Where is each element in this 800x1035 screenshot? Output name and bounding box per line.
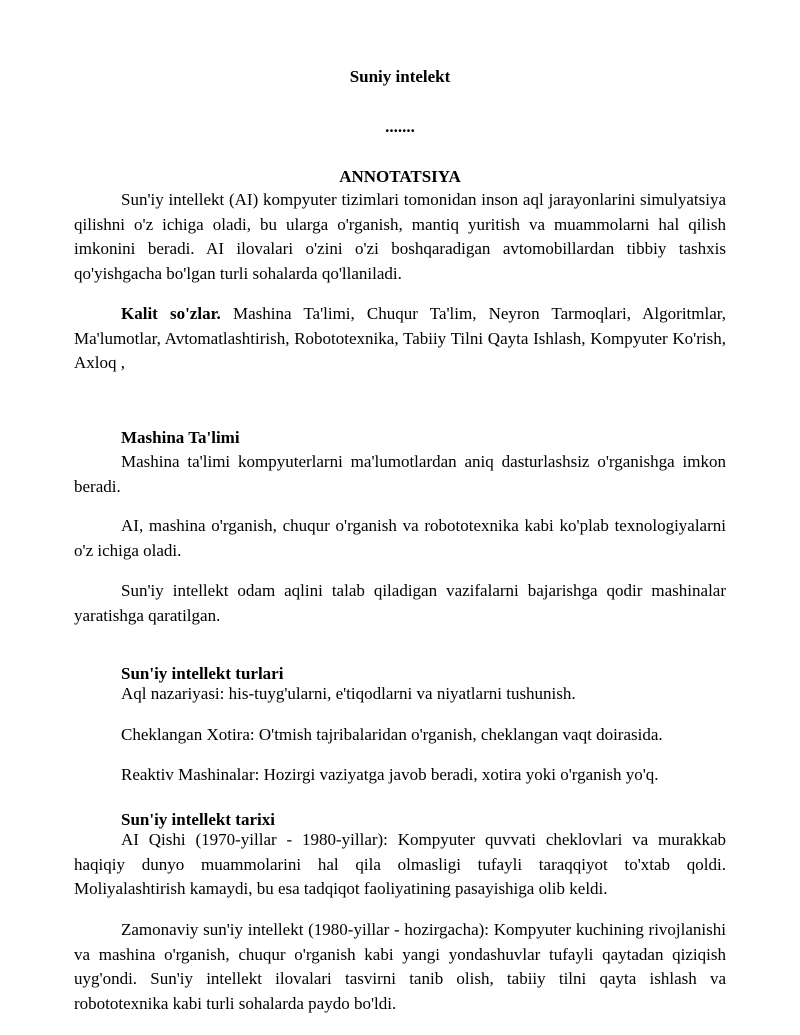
keywords-label: Kalit so'zlar. xyxy=(121,304,221,323)
ai-type-item-3: Reaktiv Mashinalar: Hozirgi vaziyatga javob beradi, xotira yoki o'rganish yo'q. xyxy=(121,765,659,784)
keywords-text: Mashina Ta'limi, Chuqur Ta'lim, Neyron Tarmoqlari, Algoritmlar, Ma'lumotlar, Avtomatlashtirish, Robototexnika, Tabiiy Tilni Qayta Ishlash, Kompyuter Ko'rish, Axloq , xyxy=(74,304,726,372)
ai-type-item-2: Cheklangan Xotira: O'tmish tajribalaridan o'rganish, cheklangan vaqt doirasida. xyxy=(121,725,663,744)
keywords-paragraph xyxy=(74,302,726,376)
section1-paragraph-3: Sun'iy intellekt odam aqlini talab qiladigan vazifalarni bajarishga qodir mashinalar yaratishga qaratilgan. xyxy=(74,581,726,625)
section1-paragraph-2: AI, mashina o'rganish, chuqur o'rganish va robototexnika kabi ko'plab texnologiyalarni o'z ichiga oladi. xyxy=(74,516,726,560)
section1-paragraph-1: Mashina ta'limi kompyuterlarni ma'lumotlardan aniq dasturlashsiz o'rganishga imkon beradi. xyxy=(74,452,726,496)
section-heading-ai-types: Sun'iy intellekt turlari xyxy=(121,664,284,683)
section3-paragraph-1: AI Qishi (1970-yillar - 1980-yillar): Kompyuter quvvati cheklovlari va murakkab haqiqiy dunyo muammolarini hal qila olmasligi tufayli taraqqiyot to'xtab qoldi. Moliyalashtirish kamaydi, bu esa tadqiqot faoliyatining pasayishiga olib keldi. xyxy=(74,830,726,898)
ai-type-item-1: Aql nazariyasi: his-tuyg'ularni, e'tiqodlarni va niyatlarni tushunish. xyxy=(121,684,576,703)
document-title: Suniy intelekt xyxy=(349,67,451,86)
abstract-paragraph: Sun'iy intellekt (AI) kompyuter tizimlari tomonidan inson aql jarayonlarini simulyatsiya qilishni o'z ichiga oladi, bu ularga o'rganish, mantiq yuritish va muammolarni hal qilish imkonini beradi. AI ilovalari o'zini o'zi boshqaradigan avtomobillardan tibbiy tashxis qo'yishgacha bo'lgan turli sohalarda qo'llaniladi. xyxy=(74,190,726,283)
abstract-heading: ANNOTATSIYA xyxy=(339,167,461,186)
section-heading-machine-learning: Mashina Ta'limi xyxy=(121,428,240,447)
section-heading-ai-history: Sun'iy intellekt tarixi xyxy=(121,810,275,829)
document-author: ....... xyxy=(385,117,415,136)
section3-paragraph-2: Zamonaviy sun'iy intellekt (1980-yillar - hozirgacha): Kompyuter kuchining rivojlanishi va mashina o'rganish, chuqur o'rganish kabi yangi yondashuvlar tufayli qaytadan qiziqish uyg'ondi. Sun'iy intellekt ilovalari tasvirni tanib olish, tabiiy tilni qayta ishlash va robototexnika kabi turli sohalarda paydo bo'ldi. xyxy=(74,920,726,1013)
